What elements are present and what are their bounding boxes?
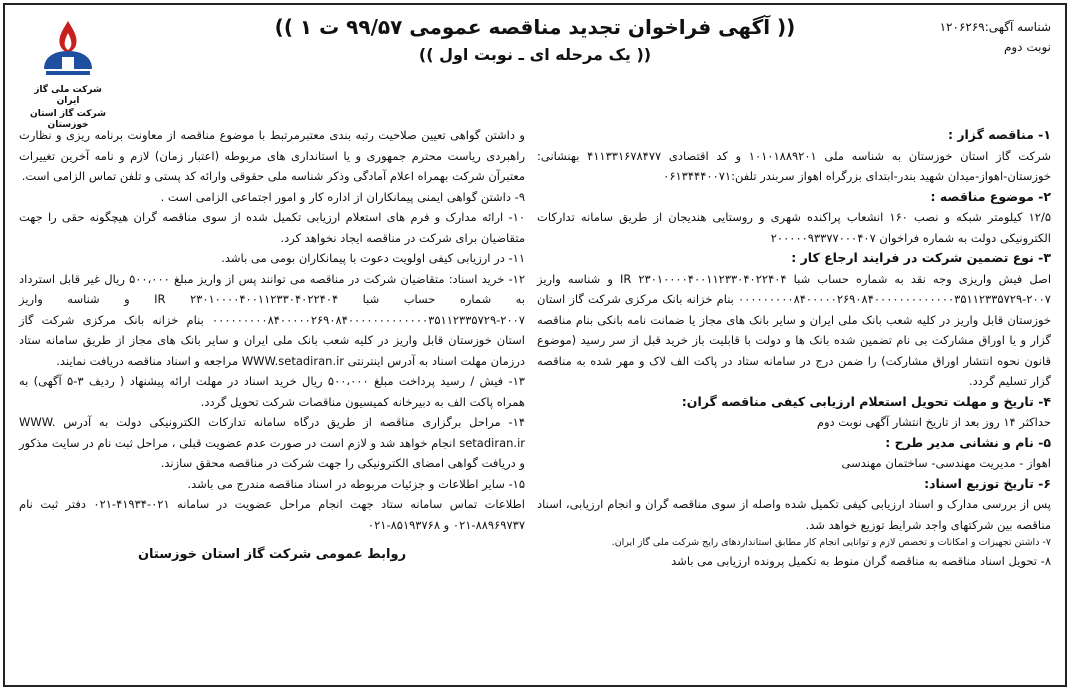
section-1-title: ۱- مناقصه گزار : — [947, 127, 1051, 142]
section-6-title: ۶- تاریخ توزیع اسناد: — [924, 475, 1051, 491]
contact-info: اطلاعات تماس سامانه ستاد جهت انجام مراحل عضویت در سامانه ۰۲۱-۴۱۹۳۴-۰۲۱ دفتر ثبت نام ۸۸۹۶۹۷۳۷-۰۲۱ و ۸۵۱۹۳۷۶۸-۰۲۱ — [19, 497, 525, 532]
ad-round: نوبت دوم — [1003, 40, 1051, 54]
item-15: ۱۵- سایر اطلاعات و جزئیات مربوطه در اسناد مناقصه مندرج می باشد. — [187, 476, 525, 491]
section-2-text: ۱۲/۵ کیلومتر شبکه و نصب ۱۶۰ انشعاب پراکنده شهری و روستایی هندیجان از طریق سامانه تدارکات الکترونیکی دولت به شماره فراخوان ۲۰۰۰۰۰۹۳۳۷۷۰۰۰۴۰۷ — [537, 210, 1051, 245]
item-12: ۱۲- خرید اسناد: متقاضیان شرکت در مناقصه می توانند پس از واریز مبلغ ۵۰۰،۰۰۰ ریال غیر قابل استرداد به شماره حساب شبا IR ۲۳۰۱۰۰۰۰۴۰۰۱۱۲۳۳۰۴۰۲۲۴۰۴ و شناسه واریز ۲۰۰۷-۰۰۰۰۰۰۰۰۰۸۴۰۰۰۰۰۲۶۹۰۸۴۰۰۰۰۰۰۰۰۰۰۰۰۰۳۵۱۱۲۳۳۵۷۲۹ بنام خزانه بانک مرکزی شرکت گاز استان خوزستان قابل واریز در کلیه شعب بانک ملی ایران و سایر بانک های مجاز از طریق سامانه ستاد درزمان مهلت اسناد به آدرس اینترنتی WWW.setadiran.ir مراجعه و اسناد مناقصه دریافت نمایند. — [19, 271, 526, 368]
section-1-text: شرکت گاز استان خوزستان به شناسه ملی ۱۰۱۰۱۸۸۹۲۰۱ و کد اقتصادی ۴۱۱۳۳۱۶۷۸۴۷۷ بهنشانی: خوزستان-اهواز-میدان شهید بندر-ابتدای بزرگراه اهواز سربندر تلفن:۰۶۱۳۴۴۴۰۰۷۱ — [537, 148, 1051, 183]
header — [5, 9, 1065, 64]
intro-paragraph: و داشتن گواهی تعیین صلاحیت رتبه بندی معتبرمرتبط با موضوع مناقصه از معاونت برنامه ریزی و نظارت راهبردی ریاست محترم جمهوری و یا استانداری های مربوطه (اعتبار زمان) لازم و نامه آخرین تغییرات معتبرآن شرکت بهمراه اعلام آمادگی وذکر شناسه ملی حقوقی وارائه کد پستی و تلفن تماس الزامی است. — [19, 128, 525, 183]
item-9: ۹- داشتن گواهی ایمنی پیمانکاران از اداره کار و امور اجتماعی الزامی است . — [160, 189, 525, 204]
right-column — [537, 125, 1051, 679]
section-4-text: حداکثر ۱۴ روز بعد از تاریخ انتشار آگهی نوبت دوم — [816, 415, 1051, 429]
logo-caption-1: شرکت ملی گاز ایران — [34, 85, 102, 106]
page-subtitle: (( یک مرحله ای ـ نوبت اول )) — [418, 45, 652, 64]
section-2-title: ۲- موضوع مناقصه : — [930, 188, 1051, 204]
section-3-title: ۳- نوع تضمین شرکت در فرایند ارجاع کار : — [791, 250, 1051, 265]
section-8-text: ۸- تحویل اسناد مناقصه به مناقصه گران منوط به تکمیل پرونده ارزیابی می باشد — [671, 554, 1051, 568]
section-7-text: ۷- داشتن تجهیزات و امکانات و تخصص لازم و توانایی انجام کار مطابق استانداردهای رایج شرکت ملی گاز ایران. — [611, 537, 1051, 548]
item-13: ۱۳- فیش / رسید پرداخت مبلغ ۵۰۰،۰۰۰ ریال خرید اسناد در مهلت ارائه پیشنهاد ( ردیف ۳-۵ آگهی) به همراه پاکت الف به دبیرخانه کمیسیون مناقصات شرکت تحویل گردد. — [19, 374, 525, 409]
advertisement-page — [3, 3, 1067, 687]
page-title: (( آگهی فراخوان تجدید مناقصه عمومی ۹۹/۵۷ ت ۱ )) — [274, 15, 796, 39]
item-14: ۱۴- مراحل برگزاری مناقصه از طریق درگاه سامانه تدارکات الکترونیکی دولت به آدرس WWW. setadiran.ir انجام خواهد شد و لازم است در صورت عدم عضویت قبلی ، مراحل ثبت نام در سایت مذکور و دریافت گواهی امضای الکترونیکی را جهت شرکت در مناقصه محقق سازند. — [19, 415, 525, 470]
section-6-text: پس از بررسی مدارک و اسناد ارزیابی کیفی تکمیل شده واصله از سوی مناقصه گران و انجام ارزیابی، اسناد مناقصه بین شرکتهای واجد شرایط توزیع خواهد شد. — [537, 497, 1051, 532]
ad-id: شناسه آگهی:۱۲۰۶۲۶۹ — [939, 20, 1051, 34]
section-5-text: اهواز - مدیریت مهندسی- ساختمان مهندسی — [841, 456, 1051, 470]
item-10: ۱۰- ارائه مدارک و فرم های استعلام ارزیابی تکمیل شده از سوی مناقصه گران هیچگونه حقی را جهت متقاضیان برای شرکت در مناقصه ایجاد نخواهد کرد. — [19, 210, 525, 245]
section-5-title: ۵- نام و نشانی مدیر طرح : — [885, 434, 1051, 450]
footer-signature: روابط عمومی شرکت گاز استان خوزستان — [137, 547, 407, 562]
section-3-text: اصل فیش واریزی وجه نقد به شماره حساب شبا IR ۲۳۰۱۰۰۰۰۴۰۰۱۱۲۳۳۰۴۰۲۲۴۰۴ و شناسه واریز ۲۰۰۷-۰۰۰۰۰۰۰۰۰۸۴۰۰۰۰۰۲۶۹۰۸۴۰۰۰۰۰۰۰۰۰۰۰۰۰۳۵۱۱۲۳۳۵۷۲۹ بنام خزانه بانک مرکزی شرکت گاز استان خوزستان قابل واریز در کلیه شعب بانک ملی ایران و سایر بانک های مجاز یا ضمانت نامه بانکی بنام مناقصه گزار و یا اوراق مشارکت بی نام تضمین شده بانک ها و دولت با قابلیت باز خرید قبل از سر رسید (موضوع قانون نحوه انتشار اوراق مشارکت) را ضمن درج در سامانه ستاد در پاکت الف لاک و مهر شده به مناقصه گزار تسلیم گردد. — [537, 271, 1052, 388]
left-column — [19, 125, 525, 679]
section-4-title: ۴- تاریخ و مهلت تحویل استعلام ارزیابی کیفی مناقصه گران: — [681, 393, 1051, 409]
logo-caption-2: شرکت گاز استان خوزستان — [30, 109, 106, 130]
item-11: ۱۱- در ارزیابی کیفی اولویت دعوت با پیمانکاران بومی می باشد. — [221, 251, 525, 265]
